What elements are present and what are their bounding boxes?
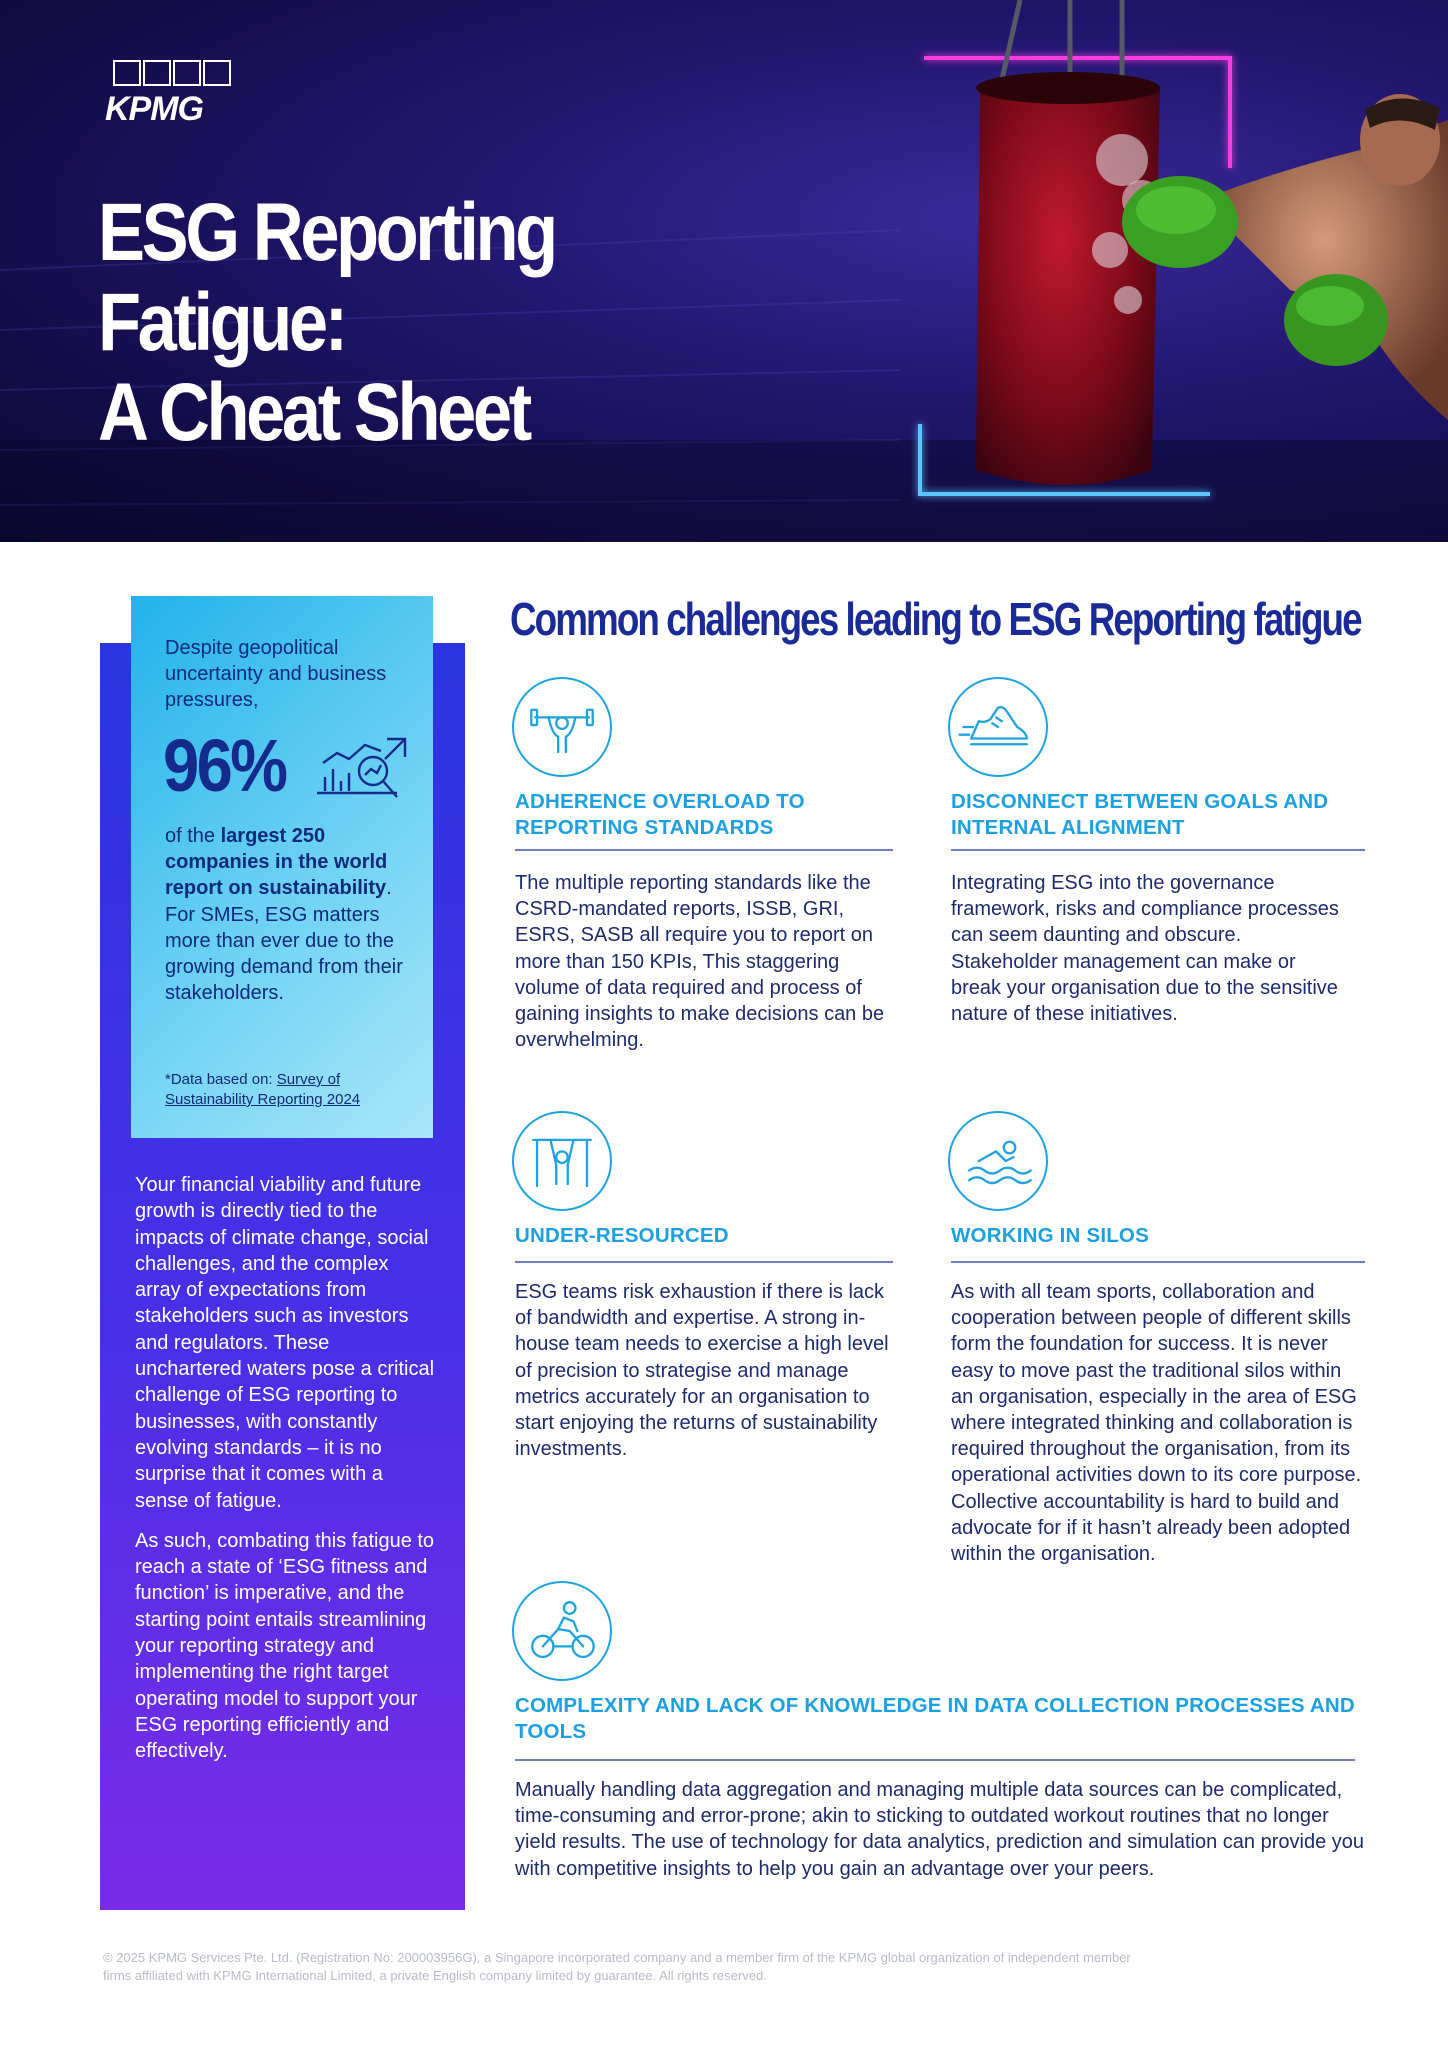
running-shoe-icon bbox=[948, 677, 1048, 777]
stat-body-suffix: . For SMEs, ESG matters more than ever due to the growing demand from their stakeholders. bbox=[165, 877, 403, 1005]
challenge-card bbox=[510, 1111, 890, 1461]
statistic-callout bbox=[131, 596, 433, 1138]
divider bbox=[951, 1261, 1365, 1263]
challenge-title: COMPLEXITY AND LACK OF KNOWLEDGE IN DATA COLLECTION PROCESSES AND TOOLS bbox=[515, 1694, 1355, 1743]
title-line-1: ESG Reporting Fatigue: bbox=[98, 187, 555, 368]
section-heading: Common challenges leading to ESG Reporting fatigue bbox=[510, 593, 1361, 645]
stat-row bbox=[165, 721, 405, 823]
stat-number: 96% bbox=[163, 724, 286, 807]
punching-bag-boxer-illustration bbox=[860, 0, 1448, 542]
challenge-card bbox=[510, 1581, 1370, 1911]
challenge-title: DISCONNECT BETWEEN GOALS AND INTERNAL ALIGNMENT bbox=[951, 790, 1329, 839]
swimmer-icon bbox=[948, 1111, 1048, 1211]
challenge-card bbox=[946, 1111, 1362, 1611]
intro-text bbox=[135, 1172, 435, 1765]
title-line-2: A Cheat Sheet bbox=[98, 367, 529, 458]
analytics-magnifier-icon bbox=[315, 735, 411, 807]
svg-text:KPMG: KPMG bbox=[105, 90, 203, 126]
weightlifter-icon bbox=[512, 677, 612, 777]
stat-intro: Despite geopolitical uncertainty and business pressures, bbox=[165, 637, 387, 711]
challenge-title: UNDER-RESOURCED bbox=[515, 1224, 729, 1247]
challenge-card bbox=[946, 677, 1339, 1057]
hero-banner bbox=[0, 0, 1448, 542]
kpmg-logo bbox=[104, 60, 254, 126]
survey-link-line-2[interactable]: Sustainability Reporting 2024 bbox=[165, 1091, 361, 1108]
intro-paragraph-1: Your financial viability and future growth is directly tied to the impacts of climate change, social challenges, and the complex array of expectations from stakeholders such as investors and regulators. These unchartered waters pose a critical challenge of ESG reporting to businesses, with constantly evolving standards – it is no surprise that it comes with a sense of fatigue. bbox=[135, 1174, 435, 1512]
stat-body-highlight: largest 250 companies in the world report on sustainability bbox=[165, 825, 388, 900]
copyright-footer: © 2025 KPMG Services Pte. Ltd. (Registration No: 200003956G), a Singapore incorporated company and a member firm of the KPMG global organization of independent member firms affiliated with KPMG International Limited, a private English company limited by guarantee. All rights reserved. bbox=[103, 1950, 1131, 1983]
divider bbox=[951, 849, 1365, 851]
pull-up-bar-icon bbox=[512, 1111, 612, 1211]
divider bbox=[515, 1759, 1355, 1761]
stat-body-prefix: of the bbox=[165, 825, 221, 847]
intro-paragraph-2: As such, combating this fatigue to reach a state of ‘ESG fitness and function’ is imperative, and the starting point entails streamlining your reporting strategy and implementing the right target operating model to support your ESG reporting efficiently and effectively. bbox=[135, 1529, 435, 1763]
cyclist-icon bbox=[512, 1581, 612, 1681]
challenge-body: Manually handling data aggregation and managing multiple data sources can be complicated, time-consuming and error-prone; akin to sticking to outdated workout routines that no longer yield results. The use of technology for data analytics, prediction and simulation can provide you with competitive insights to help you gain an advantage over your peers. bbox=[515, 1779, 1365, 1880]
challenge-body: ESG teams risk exhaustion if there is lack of bandwidth and expertise. A strong in-house team needs to exercise a high level of precision to strategise and manage metrics accurately for an organisation to start enjoying the returns of sustainability investments. bbox=[515, 1281, 889, 1461]
challenge-title: ADHERENCE OVERLOAD TO REPORTING STANDARDS bbox=[515, 790, 805, 839]
stat-description bbox=[165, 823, 405, 1006]
divider bbox=[515, 849, 893, 851]
challenge-card bbox=[510, 677, 890, 1057]
challenge-body: The multiple reporting standards like the CSRD-mandated reports, ISSB, GRI, ESRS, SASB all require you to report on more than 150 KPIs, This staggering volume of data required and process of gaining insights to make decisions can be overwhelming. bbox=[515, 872, 885, 1052]
divider bbox=[515, 1261, 893, 1263]
note-prefix: *Data based on: bbox=[165, 1071, 277, 1088]
challenge-title: WORKING IN SILOS bbox=[951, 1224, 1149, 1247]
data-source-note bbox=[165, 1070, 360, 1110]
survey-link[interactable]: Survey of bbox=[276, 1071, 341, 1088]
page-title bbox=[98, 188, 752, 458]
challenge-body: Integrating ESG into the governance framework, risks and compliance processes can seem daunting and obscure. Stakeholder management can make or break your organisation due to the sensitive nature of these initiatives. bbox=[951, 872, 1339, 1026]
challenge-body: As with all team sports, collaboration and cooperation between people of different skills form the foundation for success. It is never easy to move past the traditional silos within an organisation, especially in the area of ESG where integrated thinking and collaboration is required throughout the organisation, from its operational activities down to its core purpose. Collective accountability is hard to build and advocate for if it hasn’t already been adopted within the organisation. bbox=[951, 1281, 1362, 1566]
